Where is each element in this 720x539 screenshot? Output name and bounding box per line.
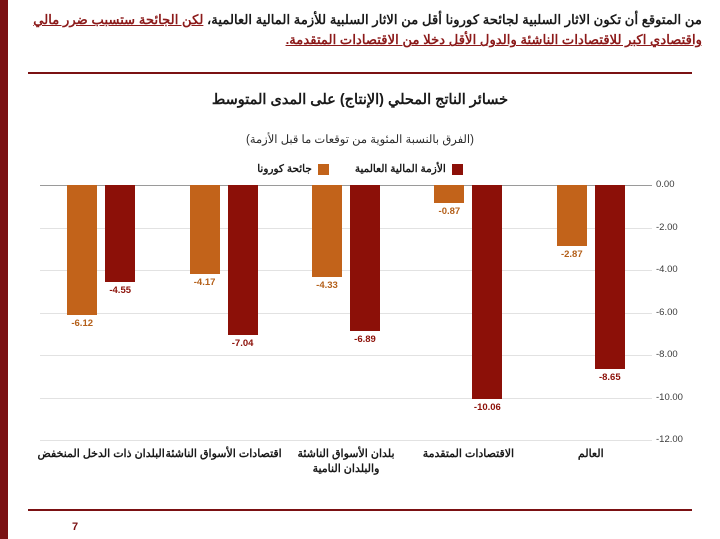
bar-value-label: -4.55: [109, 284, 132, 296]
bar-gfc[interactable]: [105, 185, 135, 282]
footer-divider: [28, 509, 692, 511]
chart-title: خسائر الناتج المحلي (الإنتاج) على المدى المتوسط: [211, 92, 509, 108]
y-axis-tick: -12.00: [656, 434, 683, 445]
bar-covid[interactable]: [557, 185, 587, 246]
gridline--12.00: [40, 440, 652, 441]
bar-value-label: -7.04: [231, 337, 254, 349]
legend-label-gfc: الأزمة المالية العالمية: [354, 163, 446, 175]
header-divider: [28, 72, 692, 74]
bar-covid[interactable]: [434, 185, 464, 203]
bar-value-label: -10.06: [473, 401, 501, 413]
chart-plot-inner: [37, 179, 683, 475]
chart-subtitle: (الفرق بالنسبة المئوية من توقعات ما قبل الأزمة): [246, 134, 474, 146]
header-line-highlight: لكن الجائحة ستسبب ضرر مالي واقتصادي اكبر للاقتصادات الناشئة والدول الأقل دخلا من الاقتصادات المتقدمة.: [33, 12, 702, 48]
bar-gfc[interactable]: [595, 185, 625, 369]
x-axis-category-label: الاقتصادات المتقدمة: [422, 448, 515, 460]
bar-group: [40, 185, 162, 440]
bar-value-label: -4.33: [316, 280, 338, 291]
y-axis-tick: 0.00: [656, 179, 675, 190]
legend-item-gfc: [355, 163, 463, 175]
y-axis-tick: -10.00: [656, 391, 683, 403]
x-axis-category-label: اقتصادات الأسواق الناشئة: [165, 448, 282, 460]
page-number: 7: [72, 521, 79, 533]
bar-value-label: -2.87: [560, 248, 583, 260]
chart-legend: [0, 163, 720, 175]
bar-group: [162, 185, 284, 440]
header-line-plain: من المتوقع أن تكون الاثار السلبية لجائحة كورونا أقل من الاثار السلبية للأزمة المالية العالمية،: [203, 12, 702, 27]
bar-value-label: -6.89: [354, 334, 376, 346]
y-axis-tick: -6.00: [656, 306, 678, 318]
chart-plot-area: [37, 179, 683, 475]
bar-covid[interactable]: [190, 185, 220, 274]
slide-header-text: [22, 10, 702, 51]
legend-label-covid: جائحة كورونا: [257, 163, 312, 175]
y-axis-tick: -4.00: [656, 264, 678, 275]
x-axis-category-label: البلدان ذات الدخل المنخفض: [37, 448, 165, 460]
x-axis-category-label: العالم: [577, 448, 604, 460]
bar-covid[interactable]: [67, 185, 97, 315]
y-axis-tick: -8.00: [656, 349, 678, 360]
bar-value-label: -0.87: [438, 206, 461, 218]
bar-gfc[interactable]: [350, 185, 380, 331]
bar-group: [530, 185, 652, 440]
bar-value-label: -6.12: [71, 318, 94, 330]
bar-value-label: -8.65: [598, 371, 621, 383]
x-axis-category-label: بلدان الأسواق الناشئة والبلدان النامية: [297, 448, 395, 475]
bar-gfc[interactable]: [472, 185, 502, 399]
bar-group: [407, 185, 529, 440]
legend-item-covid: [257, 163, 329, 175]
legend-swatch-covid: [318, 164, 329, 175]
bar-covid[interactable]: [312, 185, 342, 277]
y-axis-tick: -2.00: [656, 221, 678, 233]
bar-value-label: -4.17: [193, 276, 216, 288]
left-accent-band: [0, 0, 8, 539]
legend-swatch-gfc: [452, 164, 463, 175]
bar-gfc[interactable]: [228, 185, 258, 335]
bar-group: [285, 185, 407, 440]
